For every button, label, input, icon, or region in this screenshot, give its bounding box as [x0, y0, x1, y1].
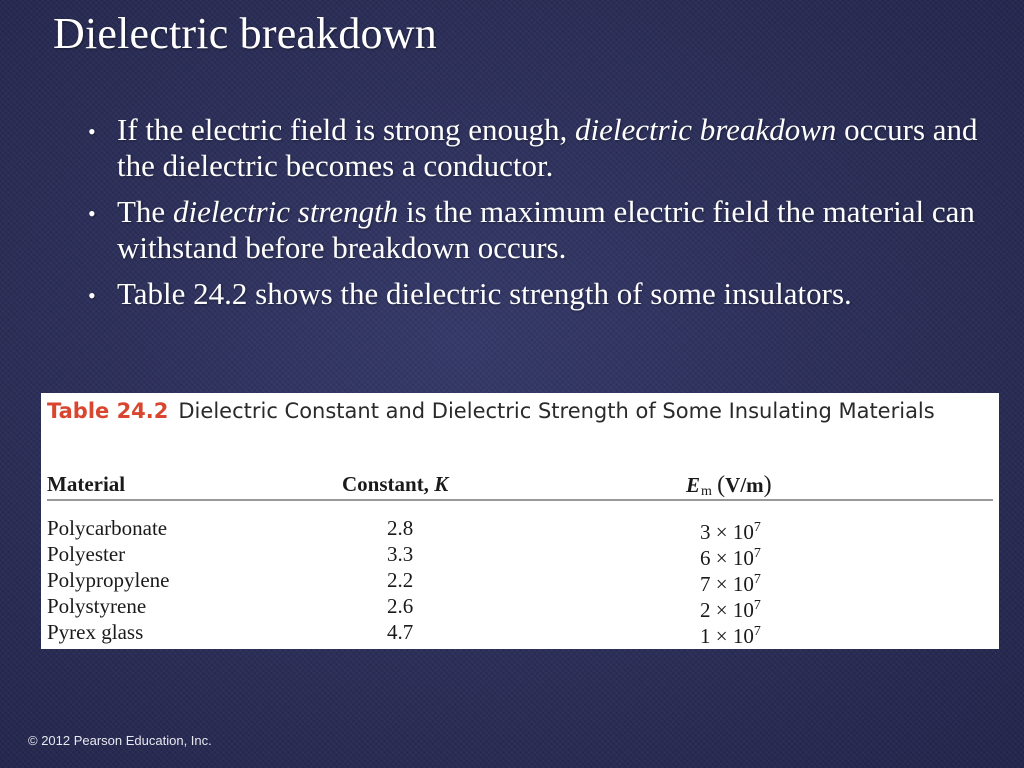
table-number: Table 24.2	[47, 399, 169, 423]
bullet-text: occurs and the dielectric becomes a conductor.	[117, 112, 978, 183]
cell-strength: $1 \times 10^7$	[700, 624, 761, 648]
header-paren: (	[717, 472, 726, 498]
header-strength	[686, 472, 772, 500]
cell-strength: $2 \times 10^7$	[700, 598, 761, 622]
copyright-notice: © 2012 Pearson Education, Inc.	[28, 733, 212, 748]
cell-strength: $7 \times 10^7$	[700, 572, 761, 596]
bullet-marker: •	[88, 283, 96, 308]
table-figure	[41, 393, 999, 649]
header-strength-sub: m	[701, 484, 712, 499]
table-row	[41, 541, 999, 570]
slide-title: Dielectric breakdown	[53, 9, 437, 58]
bullet-text: If the electric field is strong enough	[117, 112, 560, 147]
cell-material: Polystyrene	[47, 594, 147, 618]
header-paren: )	[763, 472, 772, 498]
bullet-emphasis: , dielectric breakdown	[559, 112, 837, 147]
bullet-item-1	[88, 112, 1008, 184]
cell-material: Polyester	[47, 542, 126, 566]
cell-constant: 2.2	[387, 568, 414, 592]
bullet-marker: •	[88, 201, 96, 226]
header-constant-symbol: K	[434, 472, 449, 496]
cell-material: Polypropylene	[47, 568, 170, 592]
header-rule	[47, 499, 993, 501]
cell-strength: $6 \times 10^7$	[700, 546, 761, 570]
table-caption-text: Dielectric Constant and Dielectric Strength of Some Insulating Materials	[178, 399, 935, 423]
header-strength-symbol: E	[686, 473, 701, 497]
table-row	[41, 593, 999, 622]
header-constant	[342, 472, 448, 497]
bullet-text: Table 24.2 shows the dielectric strength of some insulators.	[117, 276, 852, 311]
cell-strength: $3 \times 10^7$	[700, 520, 761, 544]
cell-constant: 2.8	[387, 516, 414, 540]
bullet-marker: •	[88, 119, 96, 144]
table-row	[41, 567, 999, 596]
bullet-item-2	[88, 194, 1008, 266]
bullet-emphasis: dielectric strength	[172, 194, 399, 229]
table-body	[41, 515, 999, 648]
header-strength-units: V/m	[725, 473, 764, 497]
bullet-text: is the maximum electric field the material can withstand before breakdown occurs.	[117, 194, 975, 265]
cell-constant: 3.3	[387, 542, 414, 566]
header-constant-label: Constant,	[342, 472, 429, 496]
cell-material: Pyrex glass	[47, 620, 144, 644]
cell-constant: 2.6	[387, 594, 414, 618]
bullet-text: The	[117, 194, 173, 229]
bullet-list	[88, 112, 1008, 322]
table-row	[41, 619, 999, 648]
table-caption	[47, 399, 935, 423]
table-row	[41, 515, 999, 544]
cell-constant: 4.7	[387, 620, 414, 644]
cell-material: Polycarbonate	[47, 516, 168, 540]
header-material: Material	[47, 472, 126, 496]
bullet-item-3	[88, 276, 1008, 312]
